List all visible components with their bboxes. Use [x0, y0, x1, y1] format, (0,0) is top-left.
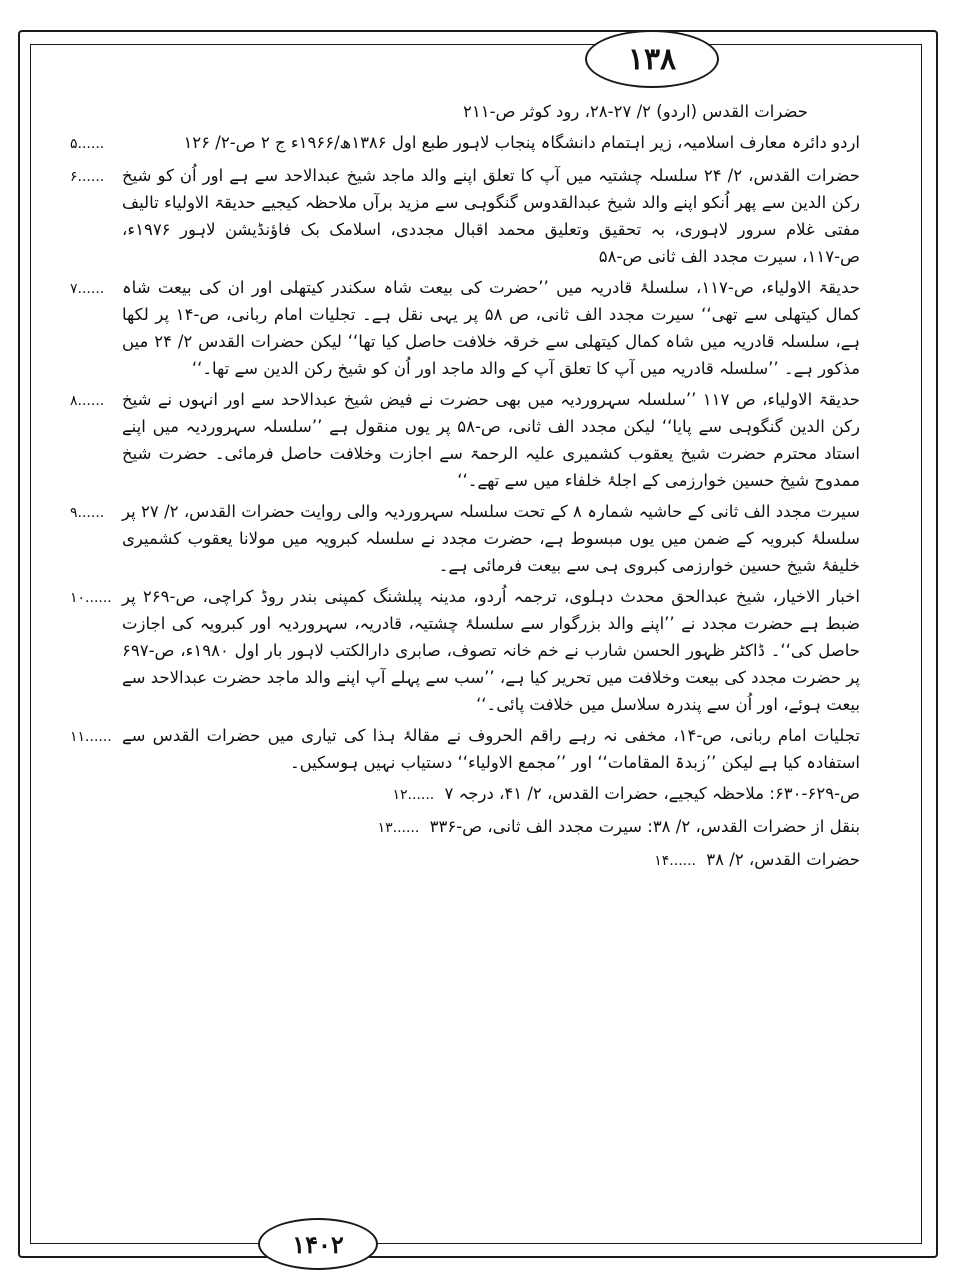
footnote-number: ۹......: [70, 505, 105, 521]
footnote-continuation: [70, 98, 860, 125]
footnote-number: ۱۱......: [70, 729, 112, 745]
footnote-14: [70, 846, 860, 875]
footnote-text: اخبار الاخیار، شیخ عبدالحق محدث دہلوی، ترجمہ اُردو، مدینہ پبلشنگ کمپنی بندر روڈ کراچی، ص-۲۶۹ پر ضبط ہے حضرت مجدد نے ’’اپنے والد بزرگوار سے سلسلۂ چشتیہ، قادریہ، سہروردیہ اور کبرویہ کی اجازت حاصل کی‘‘۔ ڈاکٹر ظہور الحسن شارب نے خم خانہ تصوف، صابری دارالکتب لاہور بار اول ۱۹۸۰ء، ص-۶۹۷ پر حضرت مجدد کی بیعت وخلافت میں تحریر کیا ہے، ’’سب سے پہلے آپ اپنے والد ماجد حضرت عبدالاحد سے بیعت ہوئے، اور اُن سے پندرہ سلاسل میں خلافت پائی۔‘‘: [122, 587, 860, 714]
footnote-number: ۸......: [70, 393, 105, 409]
page-number-bottom: ۱۴۰۲: [258, 1218, 378, 1270]
footnote-text: بنقل از حضرات القدس، ۲/ ۳۸: سیرت مجدد الف ثانی، ص-۳۳۶: [429, 817, 860, 836]
footnote-text: ص-۶۲۹-۶۳۰: ملاحظہ کیجیے، حضرات القدس، ۲/ ۴۱، درجہ ۷: [444, 784, 860, 803]
footnote-text: حضرات القدس (اردو) ۲/ ۲۷-۲۸، رود کوثر ص-۲۱۱: [462, 102, 808, 121]
footnote-5: [70, 129, 860, 158]
footnote-text: حضرات القدس، ۲/ ۳۸: [706, 850, 860, 869]
footnote-7: [70, 274, 860, 382]
footnote-8: [70, 386, 860, 494]
footnote-9: [70, 498, 860, 579]
footnote-number: ۱۰......: [70, 590, 112, 606]
footnotes-body: [70, 98, 860, 879]
footnote-number: ۱۳......: [377, 820, 420, 836]
footnote-12: [70, 780, 860, 809]
footnote-text: حدیقۃ الاولیاء، ص ۱۱۷ ’’سلسلہ سہروردیہ میں بھی حضرت نے فیض شیخ عبدالاحد سے اور انہوں نے شیخ رکن الدین گنگوہی سے پایا‘‘ لیکن مجدد الف ثانی، ص-۵۸ پر یوں منقول ہے ’’سلسلہ سہروردیہ میں اپنے استاد محترم حضرت شیخ یعقوب کشمیری علیہ الرحمۃ سے اجازت وخلافت حاصل فرمائی۔ حضرت شیخ ممدوح شیخ حسین خوارزمی کے اجلۂ خلفاء میں سے تھے۔‘‘: [122, 390, 860, 490]
footnote-text: تجلیات امام ربانی، ص-۱۴، مخفی نہ رہے راقم الحروف نے مقالۂ ہذا کی تیاری میں حضرات القدس سے استفادہ کیا ہے لیکن ’’زبدۃ المقامات‘‘ اور ’’مجمع الاولیاء‘‘ دستیاب نہیں ہوسکیں۔: [122, 726, 860, 772]
footnote-13: [70, 813, 860, 842]
footnote-6: [70, 162, 860, 270]
footnote-10: [70, 583, 860, 718]
footnote-number: ۶......: [70, 169, 105, 185]
footnote-number: ۵......: [70, 136, 105, 152]
footnote-number: ۱۲......: [392, 787, 435, 803]
footnote-number: ۷......: [70, 281, 105, 297]
footnote-text: حدیقۃ الاولیاء، ص-۱۱۷، سلسلۂ قادریہ میں ’’حضرت کی بیعت شاہ سکندر کیتھلی اور ان کی بیعت شاہ کمال کیتھلی سے تھی‘‘ سیرت مجدد الف ثانی، ص ۵۸ پر یہی نقل ہے۔ تجلیات امام ربانی، ص-۱۴ پر لکھا ہے، سلسلہ قادریہ میں شاہ کمال کیتھلی سے خرقہ خلافت حاصل کیا تھا‘‘ لیکن حضرات القدس ۲/ ۲۴ میں مذکور ہے۔ ’’سلسلہ قادریہ میں آپ کا تعلق آپ کے والد ماجد اور اُن کو شیخ رکن الدین سے تھا۔‘‘: [122, 278, 860, 378]
footnote-text: سیرت مجدد الف ثانی کے حاشیہ شمارہ ۸ کے تحت سلسلہ سہروردیہ والی روایت حضرات القدس، ۲/ ۲۷ پر سلسلۂ کبرویہ کے ضمن میں یوں مبسوط ہے، حضرت مجدد نے سلسلہ کبرویہ میں مولانا یعقوب کشمیری خلیفۂ شیخ حسین خوارزمی کبروی ہی سے بیعت فرمائی ہے۔: [122, 502, 860, 575]
footnote-11: [70, 722, 860, 776]
footnote-text: اردو دائرہ معارف اسلامیہ، زیر اہتمام دانشگاہ پنجاب لاہور طبع اول ۱۳۸۶ھ/۱۹۶۶ء ج ۲ ص-۲/ ۱۲۶: [183, 133, 860, 152]
footnote-text: حضرات القدس، ۲/ ۲۴ سلسلہ چشتیہ میں آپ کا تعلق اپنے والد ماجد شیخ عبدالاحد سے ہے اور اُن کو شیخ رکن الدین سے پھر اُنکو اپنے والد شیخ عبدالقدوس گنگوہی سے مزید برآں ملاحظہ کیجیے حدیقۃ الاولیاء تالیف مفتی غلام سرور لاہوری، بہ تحقیق وتعلیق محمد اقبال مجددی، اسلامک بک فاؤنڈیشن لاہور ۱۹۷۶ء، ص-۱۱۷، سیرت مجدد الف ثانی ص-۵۸: [122, 166, 861, 266]
footnote-number: ۱۴......: [654, 853, 697, 869]
page-number-top: ۱۳۸: [585, 30, 719, 88]
